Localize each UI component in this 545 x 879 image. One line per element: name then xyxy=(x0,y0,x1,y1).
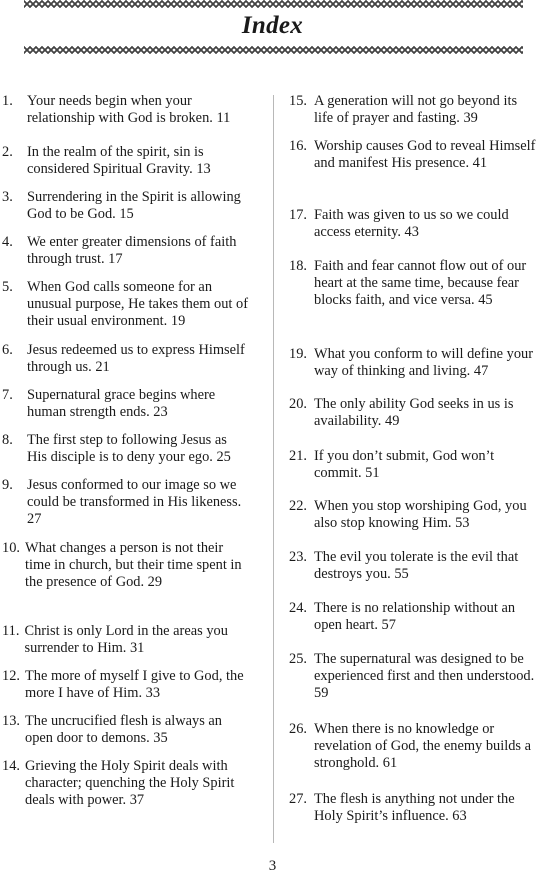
page-title: Index xyxy=(241,12,304,39)
entry-text: The evil you tolerate is the evil that destroys you. 55 xyxy=(314,549,519,582)
entry-text: The more of myself I give to God, the more I have of Him. 33 xyxy=(25,668,244,701)
index-entry xyxy=(2,93,250,144)
index-entry xyxy=(289,791,537,842)
index-entry xyxy=(2,279,250,342)
entry-number: 25. xyxy=(289,651,307,667)
index-entry xyxy=(2,342,250,387)
entry-text: When you stop worshiping God, you also stop knowing Him. 53 xyxy=(314,498,527,531)
entry-number: 8. xyxy=(2,432,13,448)
entry-number: 1. xyxy=(2,93,13,109)
entry-text: The first step to following Jesus as His disciple is to deny your ego. 25 xyxy=(27,432,231,465)
entry-text: Faith and fear cannot flow out of our heart at the same time, because fear blocks faith, and vice versa. 45 xyxy=(314,258,527,308)
entry-number: 20. xyxy=(289,396,307,412)
entry-number: 16. xyxy=(289,138,307,154)
entry-text: When there is no knowledge or revelation of God, the enemy builds a stronghold. 61 xyxy=(314,721,531,771)
index-entry xyxy=(289,651,537,721)
index-entry xyxy=(289,396,537,448)
entry-text: A generation will not go beyond its life of prayer and fasting. 39 xyxy=(314,93,518,126)
entry-text: When God calls someone for an unusual purpose, He takes them out of their usual environment. 19 xyxy=(27,279,249,329)
entry-number: 26. xyxy=(289,721,307,737)
entry-text: What you conform to will define your way of thinking and living. 47 xyxy=(314,346,534,379)
entry-number: 3. xyxy=(2,189,13,205)
entry-number: 17. xyxy=(289,207,307,223)
entry-number: 10. xyxy=(2,540,20,556)
entry-number: 23. xyxy=(289,549,307,565)
entry-text: Worship causes God to reveal Himself and manifest His presence. 41 xyxy=(314,138,536,171)
entry-text: Faith was given to us so we could access eternity. 43 xyxy=(314,207,509,240)
page-number: 3 xyxy=(268,858,277,874)
entry-text: The uncrucified flesh is always an open door to demons. 35 xyxy=(25,713,222,746)
entry-number: 18. xyxy=(289,258,307,274)
entry-text: Grieving the Holy Spirit deals with character; quenching the Holy Spirit deals with power. 37 xyxy=(25,758,235,808)
index-entry xyxy=(2,668,250,713)
entry-number: 6. xyxy=(2,342,13,358)
index-entry xyxy=(289,138,537,207)
index-entry xyxy=(2,758,250,821)
index-column-left xyxy=(2,93,250,821)
index-entry xyxy=(2,432,250,477)
index-entry xyxy=(289,498,537,549)
entry-number: 22. xyxy=(289,498,307,514)
entry-number: 14. xyxy=(2,758,20,774)
column-divider xyxy=(273,95,274,843)
index-entry xyxy=(289,549,537,600)
entry-text: The flesh is anything not under the Holy Spirit’s influence. 63 xyxy=(314,791,515,824)
entry-number: 2. xyxy=(2,144,13,160)
index-entry xyxy=(2,623,250,668)
entry-number: 12. xyxy=(2,668,20,684)
index-entry xyxy=(2,189,250,234)
entry-text: In the realm of the spirit, sin is considered Spiritual Gravity. 13 xyxy=(27,144,211,177)
index-entry xyxy=(2,477,250,540)
entry-text: Jesus redeemed us to express Himself through us. 21 xyxy=(27,342,245,375)
entry-number: 21. xyxy=(289,448,307,464)
top-ornament-rule xyxy=(24,0,523,8)
entry-number: 7. xyxy=(2,387,13,403)
index-entry xyxy=(289,346,537,396)
entry-number: 5. xyxy=(2,279,13,295)
index-entry xyxy=(289,258,537,346)
entry-text: The only ability God seeks in us is availability. 49 xyxy=(314,396,514,429)
index-entry xyxy=(2,144,250,189)
entry-number: 9. xyxy=(2,477,13,493)
entry-number: 13. xyxy=(2,713,20,729)
entry-text: Surrendering in the Spirit is allowing God to be God. 15 xyxy=(27,189,241,222)
index-entry xyxy=(289,93,537,138)
entry-number: 19. xyxy=(289,346,307,362)
index-entry xyxy=(2,713,250,758)
entry-number: 24. xyxy=(289,600,307,616)
entry-text: We enter greater dimensions of faith through trust. 17 xyxy=(27,234,237,267)
index-entry xyxy=(289,600,537,651)
entry-text: The supernatural was designed to be experienced first and then understood. 59 xyxy=(314,651,535,701)
entry-number: 11. xyxy=(2,623,20,639)
entry-text: If you don’t submit, God won’t commit. 51 xyxy=(314,448,495,481)
title-ornament-rule xyxy=(24,46,523,54)
entry-number: 4. xyxy=(2,234,13,250)
index-entry xyxy=(289,207,537,258)
index-entry xyxy=(289,721,537,791)
index-column-right xyxy=(289,93,537,842)
entry-text: What changes a person is not their time in church, but their time spent in the presence of God. 29 xyxy=(25,540,242,590)
entry-text: Christ is only Lord in the areas you surrender to Him. 31 xyxy=(24,623,228,656)
entry-text: Supernatural grace begins where human strength ends. 23 xyxy=(27,387,216,420)
entry-text: Your needs begin when your relationship with God is broken. 11 xyxy=(27,93,231,126)
index-entry xyxy=(2,387,250,432)
index-entry xyxy=(289,448,537,498)
index-entry xyxy=(2,234,250,279)
entry-number: 15. xyxy=(289,93,307,109)
entry-text: There is no relationship without an open heart. 57 xyxy=(314,600,516,633)
entry-number: 27. xyxy=(289,791,307,807)
index-entry xyxy=(2,540,250,623)
entry-text: Jesus conformed to our image so we could be transformed in His likeness. 27 xyxy=(27,477,242,527)
